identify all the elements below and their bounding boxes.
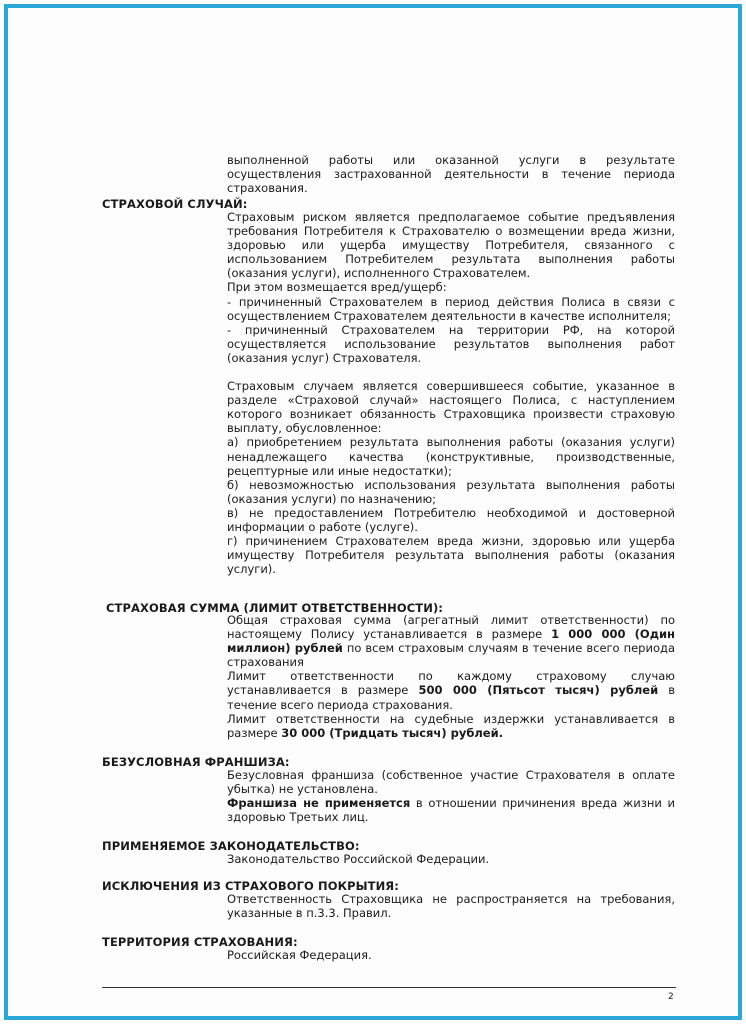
page-number: 2 [668,992,674,1002]
exclusions-block [227,892,675,920]
footer-divider [102,987,676,988]
aggregate-limit-paragraph [227,613,675,669]
aggregate-limit-text-c: по всем страховым случаям в течение всего периода страхования [227,641,675,670]
deductible-exception-paragraph [227,796,675,824]
insured-event-block [227,210,675,576]
territory-heading: ТЕРРИТОРИЯ СТРАХОВАНИЯ: [102,935,298,949]
aggregate-limit-amount: 1 000 000 (Один миллион) рублей [227,627,675,656]
insured-event-damage-intro: При этом возмещается вред/ущерб: [227,280,447,295]
insured-event-definition-paragraph: Страховым случаем является совершившееся событие, указанное в разделе «Страховой случай» настоящего Полиса, с наступлением которого возникает обязанность Страховщика произвести страховую выплату, обусловленное: [227,379,675,436]
exclusions-paragraph: Ответственность Страховщика не распространяется на требования, указанные в п.3.3. Правил. [227,892,675,921]
deductible-not-applied: Франшиза не применяется [227,796,411,811]
insured-event-condition-b: б) невозможностью использования результата выполнения работы (оказания услуги) по назначению; [227,477,675,506]
territory-block [227,948,675,962]
per-event-limit-text-c: в течение всего периода страхования. [227,683,675,712]
insured-event-condition-c: в) не предоставлением Потребителю необходимой и достоверной информации о работе (услуге). [227,505,675,534]
deductible-block [227,768,675,824]
territory-paragraph: Российская Федерация. [227,948,372,962]
insured-event-heading: СТРАХОВОЙ СЛУЧАЙ: [102,197,248,211]
insured-event-condition-d: г) причинением Страхователем вреда жизни, здоровью или ущерба имуществу Потребителя результата выполнения работы (оказания услуги). [227,534,675,577]
legal-costs-limit-paragraph [227,712,675,740]
intro-paragraph: выполненной работы или оказанной услуги в результате осуществления застрахованной деятельности в течение периода страхования. [227,153,675,196]
legal-costs-limit-amount: 30 000 (Тридцать тысяч) рублей. [281,725,503,740]
law-paragraph: Законодательство Российской Федерации. [227,852,490,866]
sum-insured-block [227,613,675,740]
per-event-limit-amount: 500 000 (Пятьсот тысяч) рублей [418,683,659,698]
sum-insured-heading: СТРАХОВАЯ СУММА (ЛИМИТ ОТВЕТСТВЕННОСТИ): [106,601,444,615]
insured-event-risk-paragraph: Страховым риском является предполагаемое событие предъявления требования Потребителя к Страхователю о возмещении вреда жизни, здоровью или ущерба имуществу Потребителя, связанного с использованием Потребителем результата выполнения работы (оказания услуги), исполненного Страхователем. [227,210,675,281]
deductible-paragraph: Безусловная франшиза (собственное участие Страхователя в оплате убытка) не установлена. [227,768,675,797]
insured-event-damage-item-1: - причиненный Страхователем в период действия Полиса в связи с осуществлением Страхователем деятельности в качестве исполнителя; [227,294,675,323]
insured-event-damage-item-2: - причиненный Страхователем на территории РФ, на которой осуществляется использование результатов выполнения работ (оказания услуг) Страхователя. [227,322,675,365]
per-event-limit-text-a: Лимит ответственности по каждому страховому случаю устанавливается в размере [227,669,675,698]
per-event-limit-paragraph [227,669,675,711]
insured-event-condition-a: а) приобретением результата выполнения работы (оказания услуги) ненадлежащего качества (конструктивные, производственные, рецептурные или иные недостатки); [227,435,675,478]
legal-costs-limit-text-a: Лимит ответственности на судебные издержки устанавливается в размере [227,711,675,740]
law-block [227,852,675,866]
law-heading: ПРИМЕНЯЕМОЕ ЗАКОНОДАТЕЛЬСТВО: [102,839,360,853]
aggregate-limit-text-a: Общая страховая сумма (агрегатный лимит ответственности) по настоящему Полису устанавливается в размере [227,613,675,642]
intro-text-block [227,153,675,195]
deductible-exception-text: в отношении причинения вреда жизни и здоровью Третьих лиц. [227,796,675,825]
exclusions-heading: ИСКЛЮЧЕНИЯ ИЗ СТРАХОВОГО ПОКРЫТИЯ: [102,879,399,893]
deductible-heading: БЕЗУСЛОВНАЯ ФРАНШИЗА: [102,755,290,769]
